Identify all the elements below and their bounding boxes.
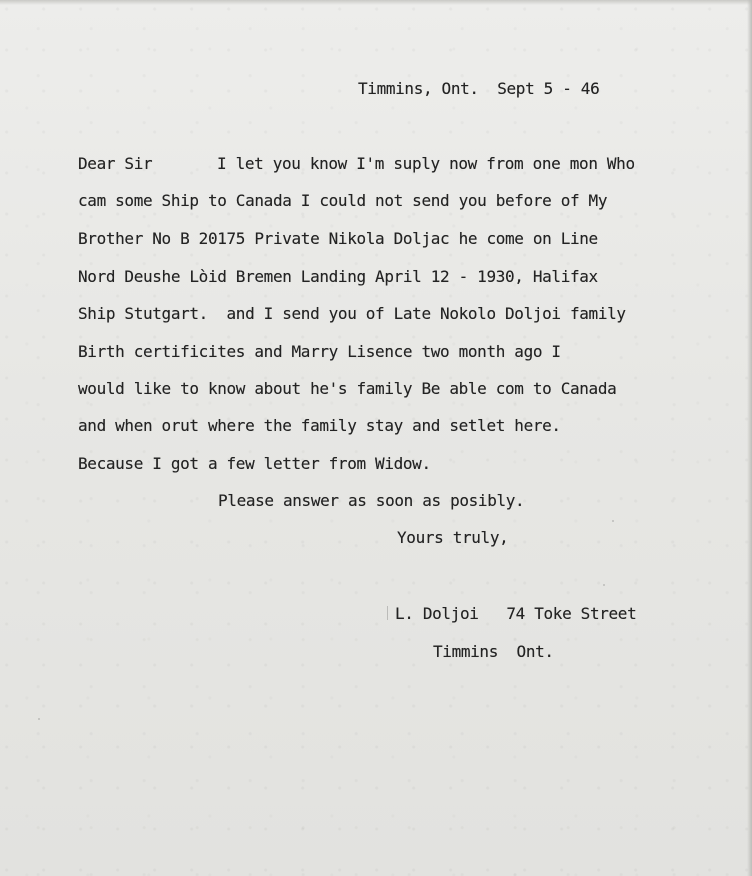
letter-closing: Yours truly, bbox=[397, 528, 509, 547]
scan-speck bbox=[38, 718, 40, 720]
scan-mark bbox=[387, 606, 388, 620]
letter-dateline: Timmins, Ont. Sept 5 - 46 bbox=[358, 79, 600, 98]
letter-body-line-3: Brother No B 20175 Private Nikola Doljac he come on Line bbox=[78, 229, 598, 248]
scan-right-edge bbox=[747, 0, 752, 876]
scan-speck bbox=[603, 584, 605, 586]
letter-salutation: Dear Sir bbox=[78, 154, 153, 173]
signature-address-line: L. Doljoi 74 Toke Street bbox=[395, 604, 637, 623]
closing-request: Please answer as soon as posibly. bbox=[218, 491, 525, 510]
letter-body-line-2: cam some Ship to Canada I could not send you before of My bbox=[78, 191, 608, 210]
letter-body-line-1: I let you know I'm suply now from one mon Who bbox=[217, 154, 635, 173]
letter-body-line-5: Ship Stutgart. and I send you of Late Nokolo Doljoi family bbox=[78, 304, 626, 323]
letter-body-line-6: Birth certificites and Marry Lisence two month ago I bbox=[78, 342, 561, 361]
signature-city-line: Timmins Ont. bbox=[433, 642, 554, 661]
letter-body-line-8: and when orut where the family stay and setlet here. bbox=[78, 416, 561, 435]
letter-body-line-7: would like to know about he's family Be able com to Canada bbox=[78, 379, 617, 398]
scan-top-edge bbox=[0, 0, 752, 5]
letter-body-line-4: Nord Deushe Lòid Bremen Landing April 12 - 1930, Halifax bbox=[78, 267, 598, 286]
letter-body-line-9: Because I got a few letter from Widow. bbox=[78, 454, 431, 473]
scan-speck bbox=[612, 520, 614, 522]
